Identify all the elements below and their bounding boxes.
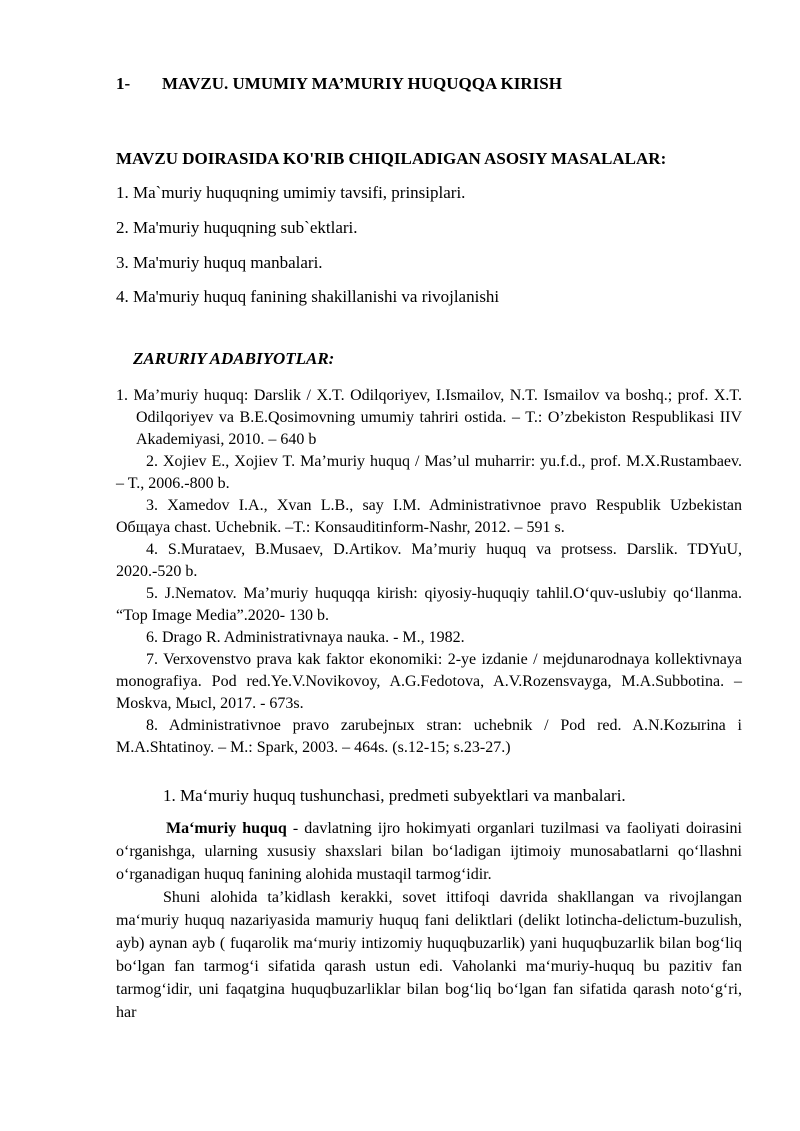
chapter-title: MAVZU. UMUMIY MA’MURIY HUQUQQA KIRISH [162,74,562,93]
topic-item: 3. Ma'muriy huquq manbalari. [116,253,323,272]
section-body [116,817,742,1024]
reference-item: 3. Xamedov I.A., Xvan L.B., say I.M. Administrativnoe pravo Respublik Uzbekistan Общaya chast. Uchebnik. –T.: Konsauditinform-Nashr, 2012. – 591 s. [116,497,742,536]
defined-term: Ma‘muriy huquq [166,820,287,837]
topic-item: 2. Ma'muriy huquqning sub`ektlari. [116,218,358,237]
chapter-heading [116,74,562,94]
section-heading: 1. Ma‘muriy huquq tushunchasi, predmeti subyektlari va manbalari. [163,786,626,805]
reference-item: 7. Verxovenstvo prava kak faktor ekonomiki: 2-ye izdanie / mejdunarodnaya kollektivnaya monografiya. Pod red.Ye.V.Novikovoy, A.G.Fedotova, A.V.Rozensvayga, M.A.Subbotina. – Moskva, Mысl, 2017. - 673s. [116,651,742,712]
reference-item: 4. S.Murataev, B.Musaev, D.Artikov. Ma’muriy huquq va protsess. Darslik. TDYuU, 2020.-520 b. [116,541,742,580]
reference-item: 6. Drago R. Administrativnaya nauka. - M., 1982. [146,629,465,646]
topics-heading: MAVZU DOIRASIDA KO'RIB CHIQILADIGAN ASOSIY MASALALAR: [116,149,667,168]
body-paragraph: Shuni alohida ta’kidlash kerakki, sovet ittifoqi davrida shakllangan va rivojlangan ma‘muriy huquq nazariyasida mamuriy huquq fani deliktlari (delikt lotincha-delictum-buzulish, ayb) aynan ayb ( fuqarolik ma‘muriy intizomiy huquqbuzarlik) yani huquqbuzarlik bilan bog‘liq bo‘lgan fan tarmog‘i sifatida qarash ustun edi. Vaholanki ma‘muriy-huquq bu pazitiv fan tarmog‘idir, uni faqatgina huquqbuzarliklar bilan bog‘liq bo‘lgan fan sifatida qarash noto‘g‘ri, har [116,889,742,1021]
references-list [116,385,742,759]
topic-item: 4. Ma'muriy huquq fanining shakillanishi va rivojlanishi [116,287,500,306]
reference-item: 8. Administrativnoe pravo zarubejnых stran: uchebnik / Pod red. A.N.Kozыrina i M.A.Shtatinoy. – M.: Spark, 2003. – 464s. (s.12-15; s.23-27.) [116,717,742,756]
reference-item: 2. Xojiev E., Xojiev T. Ma’muriy huquq / Mas’ul muharrir: yu.f.d., prof. M.X.Rustambaev. – T., 2006.-800 b. [116,453,742,492]
chapter-number: 1- [116,74,131,93]
definition-paragraph [116,817,742,886]
reference-item: 5. J.Nematov. Ma’muriy huquqqa kirish: qiyosiy-huquqiy tahlil.O‘quv-uslubiy qo‘llanma. “Top Image Media”.2020- 130 b. [116,585,742,624]
definition-text: - davlatning ijro hokimyati organlari tuzilmasi va faoliyati doirasini o‘rganishga, ularning xususiy shaxslari bilan bo‘ladigan ijtimoiy munosabatlarni qo‘llashni o‘rganadigan huquq fanining alohida mustaqil tarmog‘idir. [116,820,742,883]
reference-item: 1. Ma’muriy huquq: Darslik / X.T. Odilqoriyev, I.Ismailov, N.T. Ismailov va boshq.; prof. X.T. Odilqoriyev va B.E.Qosimovning umumiy tahriri ostida. – T.: O’zbekiston Respublikasi IIV Akademiyasi, 2010. – 640 b [116,387,742,448]
topic-item: 1. Ma`muriy huquqning umimiy tavsifi, prinsiplari. [116,183,466,202]
references-heading: ZARURIY ADABIYOTLAR: [133,349,335,368]
